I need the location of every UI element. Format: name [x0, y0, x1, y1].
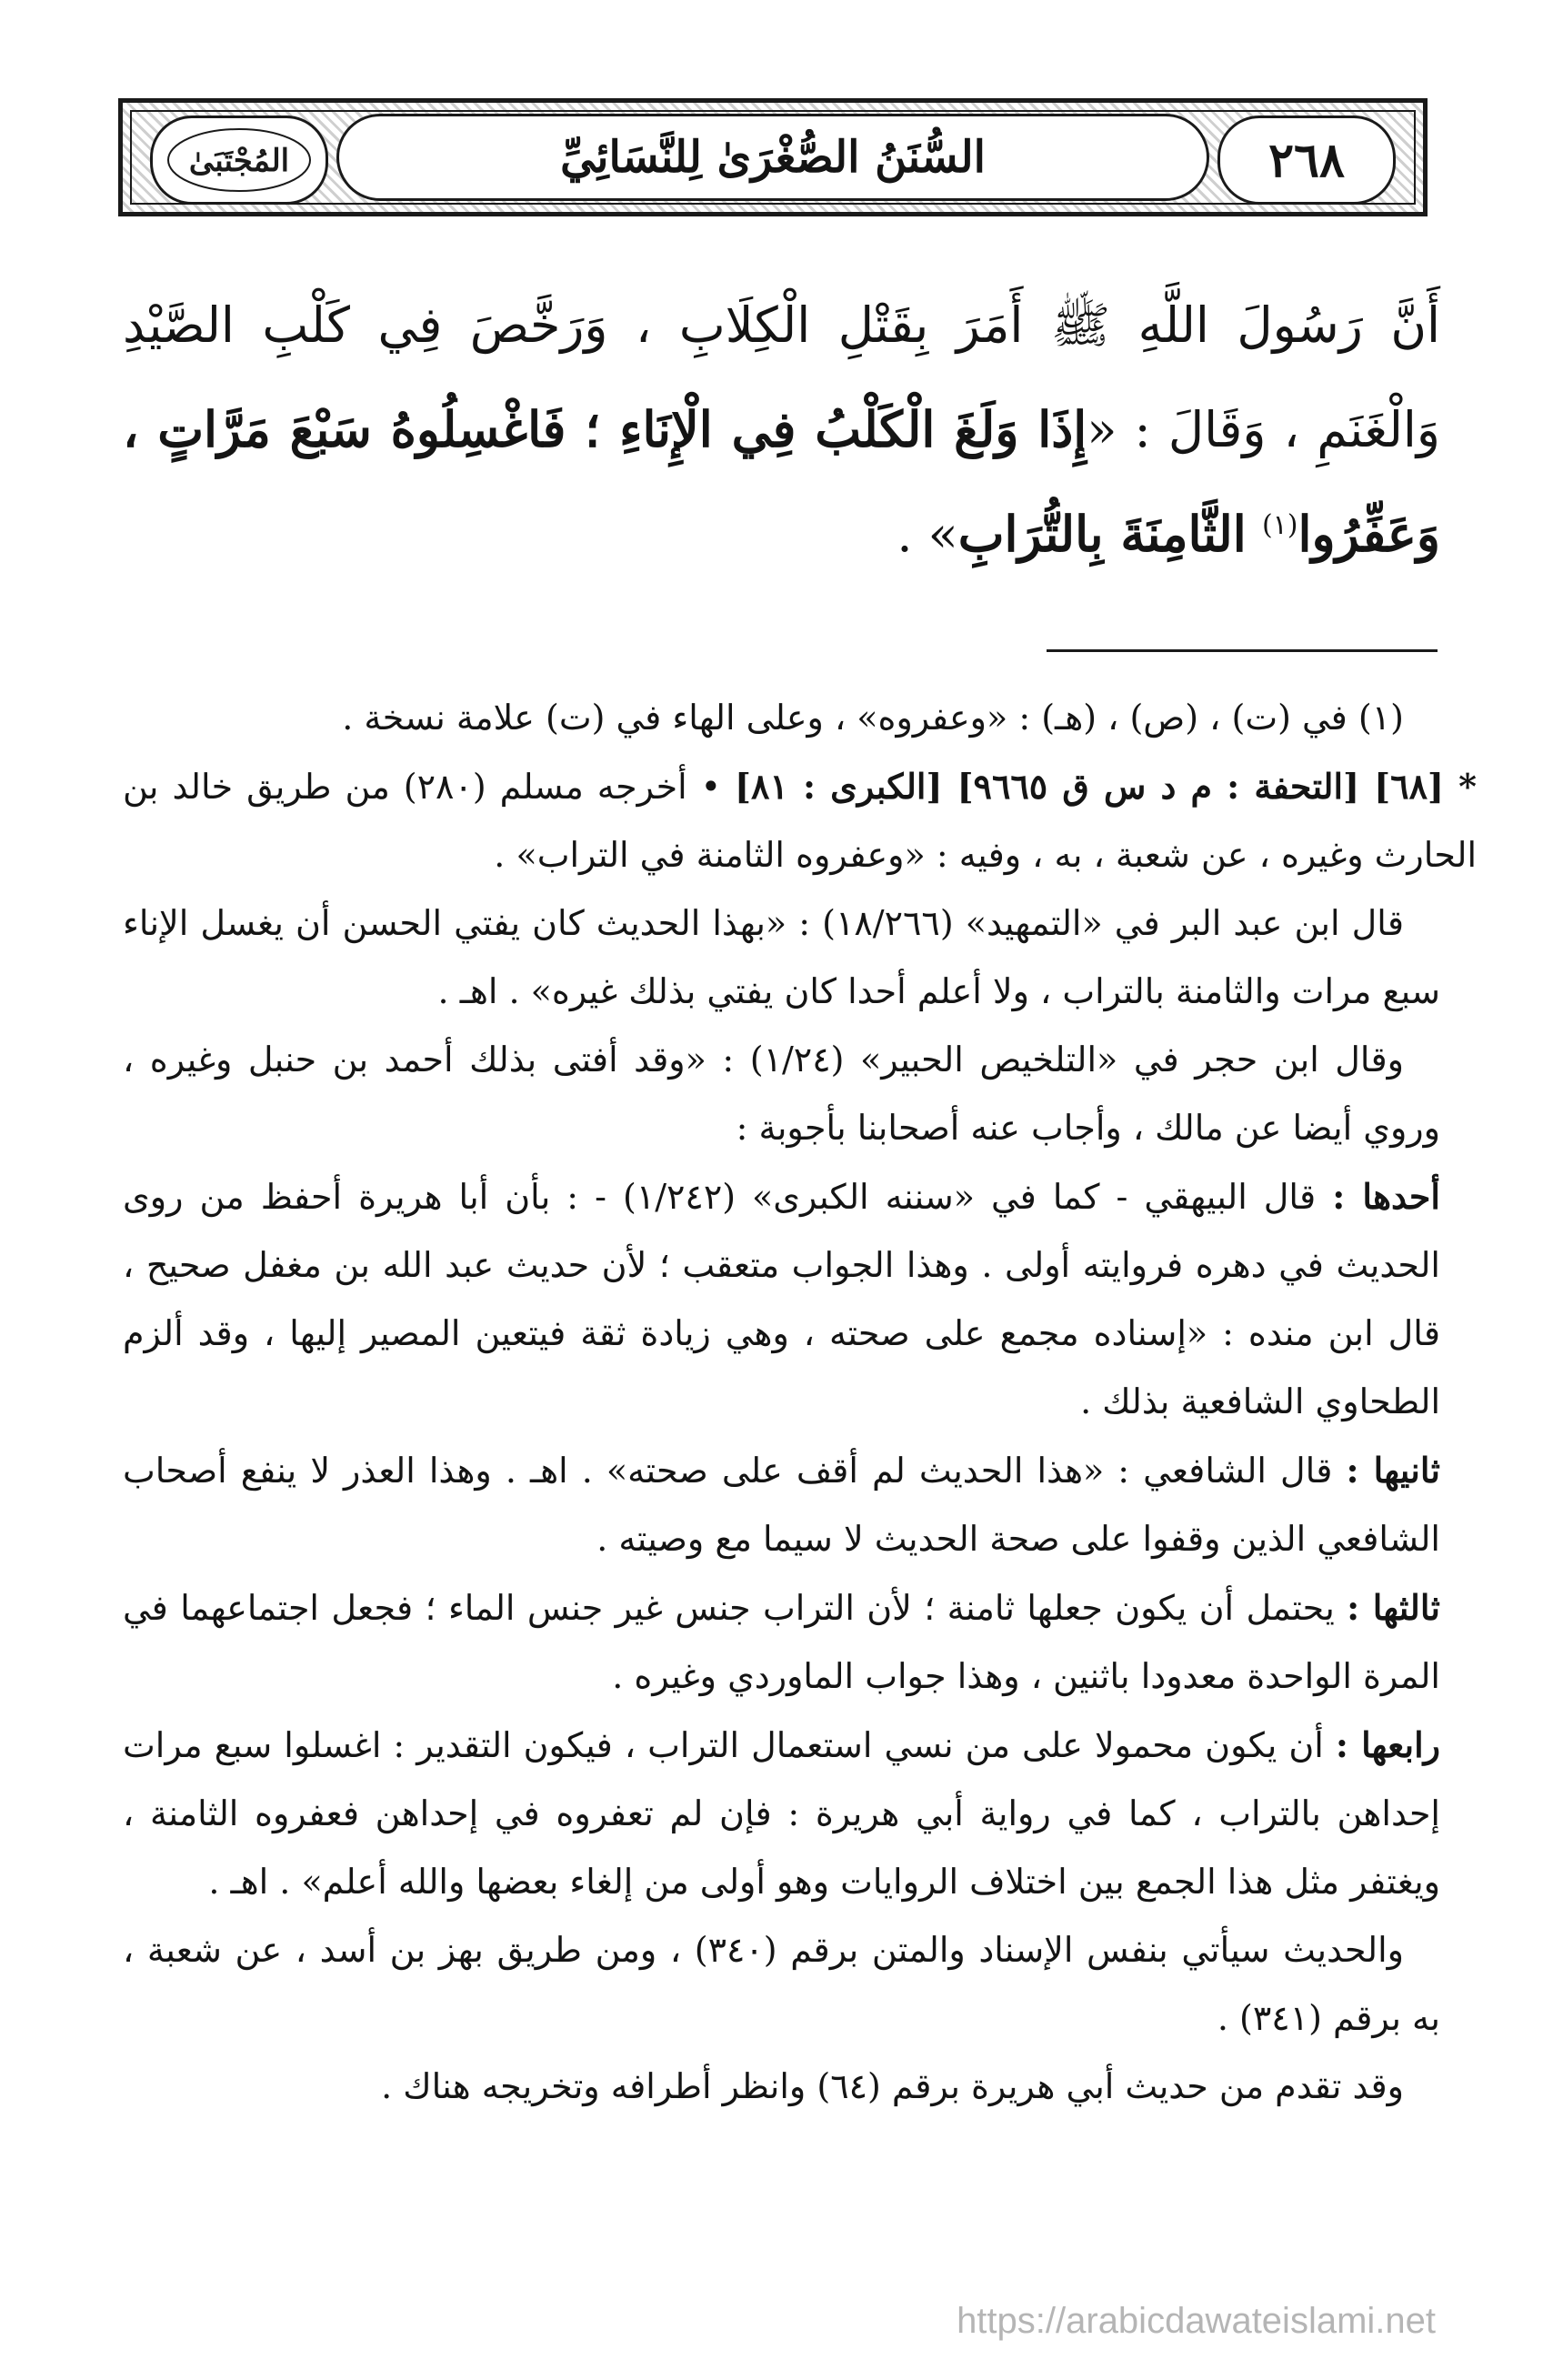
page-number-box: [1217, 115, 1396, 205]
hadith-text: [123, 273, 1440, 587]
later-reference-paragraph: والحديث سيأتي بنفس الإسناد والمتن برقم (٣٤٠) ، ومن طريق بهز بن أسد ، عن شعبة ، به برقم (٣٤١) .: [123, 1930, 1440, 2038]
answer-3-text: يحتمل أن يكون جعلها ثامنة ؛ لأن التراب جنس غير جنس الماء ؛ فجعل اجتماعهما في المرة الواحدة معدودا باثنين ، وهذا جواب الماوردي وغيره .: [123, 1588, 1440, 1696]
ornament-text: المُجْتَبَىٰ: [188, 143, 290, 179]
header-ornament: [150, 115, 328, 205]
hadith-quote-open: وَقَالَ : «: [1087, 401, 1267, 458]
footnote-separator: [1047, 649, 1438, 652]
takhrij-text: • أخرجه مسلم (٢٨٠) من طريق خالد بن الحارث وغيره ، عن شعبة ، به ، وفيه : «وعفروه الثامنة في التراب» .: [123, 767, 1477, 875]
earlier-reference-paragraph: وقد تقدم من حديث أبي هريرة برقم (٦٤) وانظر أطرافه وتخريجه هناك .: [381, 2066, 1404, 2106]
answer-1-label: أحدها :: [1332, 1176, 1440, 1217]
page-number: ٢٦٨: [1268, 132, 1345, 188]
ibn-hajar-paragraph: وقال ابن حجر في «التلخيص الحبير» (١/٢٤) : «وقد أفتى بذلك أحمد بن حنبل وغيره ، وروي أيضا عن مالك ، وأجاب عنه أصحابنا بأجوبة :: [123, 1039, 1440, 1148]
answer-4-label: رابعها :: [1335, 1724, 1440, 1765]
hadith-prophetic-saying: إِذَا وَلَغَ الْكَلْبُ فِي الْإِنَاءِ ؛ فَاغْسِلُوهُ سَبْعَ مَرَّاتٍ ، وَعَفِّرُوا: [123, 400, 1440, 563]
answer-2-paragraph: [123, 1436, 1440, 1573]
watermark-url: https://arabicdawateislami.net: [957, 2301, 1436, 2341]
title-cartouche: [336, 114, 1209, 201]
answer-4-text: أن يكون محمولا على من نسي استعمال التراب ، فيكون التقدير : اغسلوا سبع مرات إحداهن بالتراب ، كما في رواية أبي هريرة : فإن لم تعفروه في إحداهن فعفروه الثامنة ، ويغتفر مثل هذا الجمع بين اختلاف الروايات وهو أولى من إلغاء بعضها والله أعلم» . اهـ .: [123, 1725, 1440, 1902]
takhrij-reference: * [٦٨] [التحفة : م د س ق ٩٦٦٥] [الكبرى : ٨١]: [735, 766, 1477, 807]
answer-3-label: ثالثها :: [1347, 1587, 1440, 1628]
hadith-line-1: أَنَّ رَسُولَ اللَّهِ ﷺ أَمَرَ بِقَتْلِ الْكِلَابِ ، وَرَخَّصَ فِي كَلْبِ الصَّيْدِ وَالْغَنَمِ ،: [123, 296, 1441, 458]
answer-4-paragraph: [123, 1711, 1440, 1916]
answer-2-label: ثانيها :: [1346, 1450, 1440, 1491]
running-title: السُّنَنُ الصُّغْرَىٰ لِلنَّسَائِيِّ: [560, 132, 986, 183]
answer-3-paragraph: [123, 1573, 1440, 1711]
answer-2-text: قال الشافعي : «هذا الحديث لم أقف على صحته» . اهـ . وهذا العذر لا ينفع أصحاب الشافعي الذين وقفوا على صحة الحديث لا سيما مع وصيته .: [123, 1451, 1440, 1559]
hadith-prophetic-saying-end: الثَّامِنَةَ بِالتُّرَابِ: [957, 505, 1247, 563]
answer-1-paragraph: [123, 1162, 1440, 1436]
page-header: [118, 98, 1428, 216]
hadith-quote-close: » .: [897, 506, 958, 563]
ibn-abd-al-barr-paragraph: قال ابن عبد البر في «التمهيد» (١٨/٢٦٦) : «بهذا الحديث كان يفتي الحسن أن يغسل الإناء سبع مرات والثامنة بالتراب ، ولا أعلم أحدا كان يفتي بذلك غيره» . اهـ .: [123, 903, 1440, 1011]
footnote-marker: (١): [1261, 509, 1298, 541]
footnotes-section: [123, 684, 1477, 2121]
takhrij-paragraph: [123, 752, 1477, 889]
answer-1-text: قال البيهقي - كما في «سننه الكبرى» (١/٢٤٢) - : بأن أبا هريرة أحفظ من روى الحديث في دهره فروايته أولى . وهذا الجواب متعقب ؛ لأن حديث عبد الله بن مغفل صحيح ، قال ابن منده : «إسناده مجمع على صحته ، وهي زيادة ثقة فيتعين المصير إليها ، وقد ألزم الطحاوي الشافعية بذلك .: [123, 1177, 1440, 1421]
ornament-calligraphy-icon: [162, 124, 316, 196]
footnote-1: (١) في (ت) ، (ص) ، (هـ) : «وعفروه» ، وعلى الهاء في (ت) علامة نسخة .: [342, 698, 1404, 738]
